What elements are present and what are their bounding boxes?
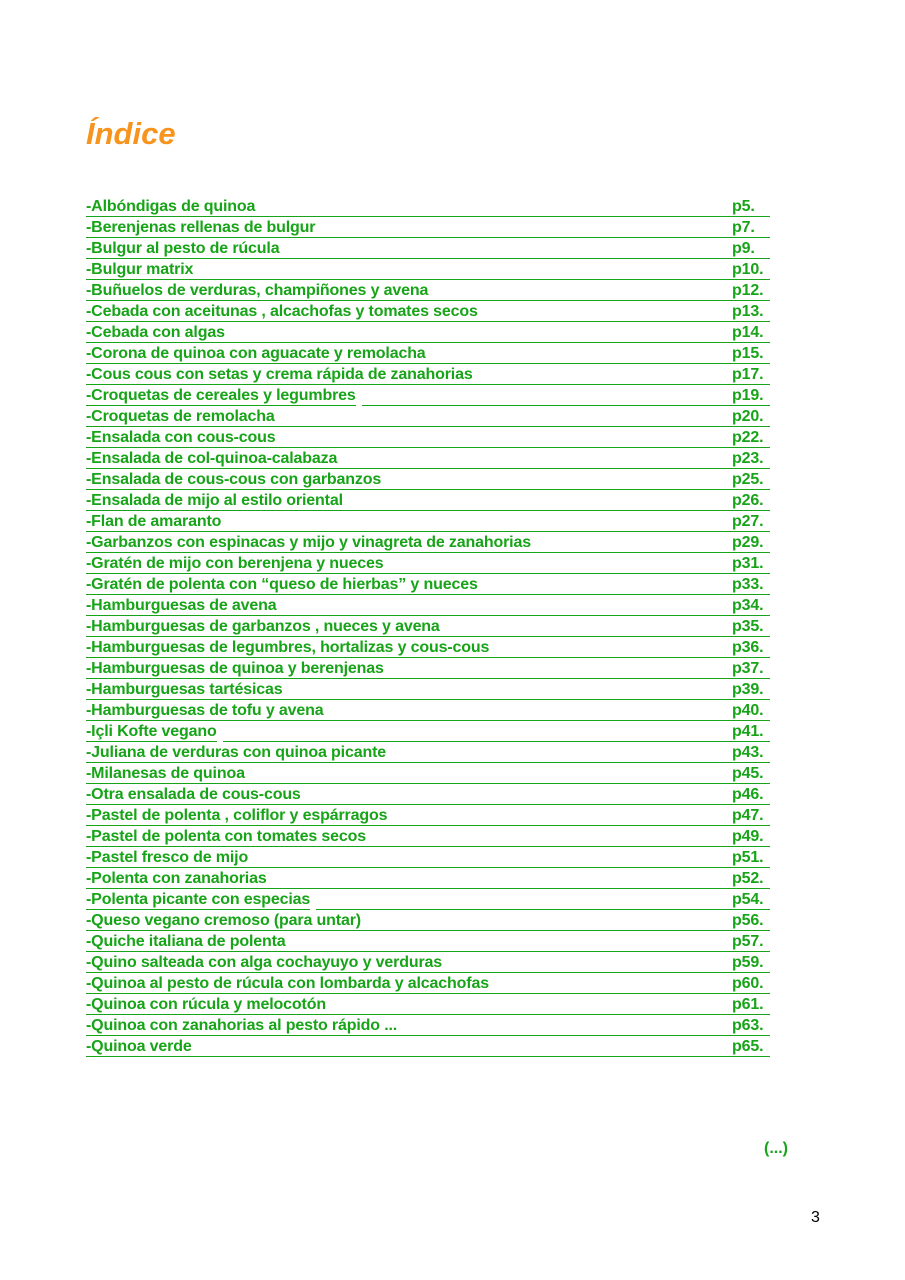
toc-leader-line [301, 804, 732, 805]
toc-entry-page[interactable]: p45. [732, 765, 770, 784]
toc-entry-title[interactable]: -Berenjenas rellenas de bulgur [86, 219, 316, 236]
toc-entry-page[interactable]: p19. [732, 387, 770, 406]
toc-leader-line [386, 762, 732, 763]
toc-entry[interactable] [86, 679, 770, 700]
toc-leader-line [279, 258, 732, 259]
toc-entry-title[interactable]: -Hamburguesas de avena [86, 597, 277, 614]
toc-entry-title[interactable]: -Içli Kofte vegano [86, 723, 217, 740]
toc-entry-page[interactable]: p39. [732, 681, 770, 700]
toc-entry-page[interactable]: p43. [732, 744, 770, 763]
toc-leader-line [489, 657, 732, 658]
toc-entry-title[interactable]: -Cous cous con setas y crema rápida de zanahorias [86, 366, 473, 383]
toc-entry-page[interactable]: p23. [732, 450, 770, 469]
toc-entry-title[interactable]: -Quinoa con zanahorias al pesto rápido ... [86, 1017, 398, 1034]
toc-entry-title[interactable]: -Otra ensalada de cous-cous [86, 786, 301, 803]
toc-entry-title[interactable]: -Bulgur al pesto de rúcula [86, 240, 280, 257]
toc-entry-title[interactable]: -Polenta picante con especias [86, 891, 311, 908]
toc-leader-line [221, 531, 732, 532]
toc-leader-line [428, 300, 732, 301]
toc-entry-page[interactable]: p14. [732, 324, 770, 343]
toc-leader-line [225, 342, 732, 343]
toc-entry-title[interactable]: -Gratén de mijo con berenjena y nueces [86, 555, 384, 572]
toc-leader-line [245, 783, 732, 784]
toc-leader-line [324, 720, 733, 721]
toc-entry-page[interactable]: p41. [732, 723, 770, 742]
toc-leader-line [489, 993, 732, 994]
toc-leader-line [277, 615, 732, 616]
toc-entry-page[interactable]: p63. [732, 1017, 770, 1036]
toc-entry[interactable] [86, 658, 770, 679]
toc-entry[interactable] [86, 448, 770, 469]
toc-entry[interactable] [86, 259, 770, 280]
toc-entry[interactable] [86, 364, 770, 385]
toc-entry[interactable] [86, 343, 770, 364]
toc-entry[interactable] [86, 805, 770, 826]
toc-entry-title[interactable]: -Albóndigas de quinoa [86, 198, 256, 215]
continuation-marker: (...) [764, 1140, 788, 1157]
toc-entry-title[interactable]: -Gratén de polenta con “queso de hierbas” y nueces [86, 576, 478, 593]
toc-entry-title[interactable]: -Ensalada con cous-cous [86, 429, 276, 446]
toc-leader-line [362, 405, 732, 406]
toc-entry[interactable] [86, 910, 770, 931]
toc-entry[interactable] [86, 616, 770, 637]
toc-entry-title[interactable]: -Quiche italiana de polenta [86, 933, 286, 950]
toc-entry-title[interactable]: -Polenta con zanahorias [86, 870, 267, 887]
toc-entry-page[interactable]: p5. [732, 198, 770, 217]
toc-entry-title[interactable]: -Pastel de polenta con tomates secos [86, 828, 367, 845]
toc-entry-title[interactable]: -Hamburguesas de legumbres, hortalizas y cous-cous [86, 639, 490, 656]
toc-entry[interactable] [86, 973, 770, 994]
toc-entry[interactable] [86, 595, 770, 616]
toc-leader-line [223, 741, 732, 742]
toc-entry[interactable] [86, 952, 770, 973]
toc-entry-title[interactable]: -Hamburguesas de quinoa y berenjenas [86, 660, 384, 677]
toc-entry[interactable] [86, 532, 770, 553]
toc-entry[interactable] [86, 469, 770, 490]
toc-leader-line [337, 468, 732, 469]
toc-entry[interactable] [86, 238, 770, 259]
toc-leader-line [384, 573, 732, 574]
toc-entry[interactable] [86, 406, 770, 427]
toc-entry[interactable] [86, 868, 770, 889]
toc-entry-title[interactable]: -Buñuelos de verduras, champiñones y avena [86, 282, 429, 299]
toc-entry[interactable] [86, 1036, 770, 1057]
toc-entry[interactable] [86, 217, 770, 238]
toc-leader-line [442, 972, 732, 973]
toc-entry-page[interactable]: p51. [732, 849, 770, 868]
toc-leader-line [192, 1056, 732, 1057]
toc-entry-page[interactable]: p47. [732, 807, 770, 826]
toc-entry-title[interactable]: -Flan de amaranto [86, 513, 222, 530]
toc-entry-page[interactable]: p22. [732, 429, 770, 448]
toc-entry-page[interactable]: p59. [732, 954, 770, 973]
toc-leader-line [478, 594, 732, 595]
table-of-contents [86, 196, 770, 1057]
toc-entry[interactable] [86, 847, 770, 868]
toc-entry-title[interactable]: -Bulgur matrix [86, 261, 194, 278]
toc-entry[interactable] [86, 196, 770, 217]
toc-entry-page[interactable]: p54. [732, 891, 770, 910]
page-number: 3 [811, 1209, 820, 1226]
toc-leader-line [343, 510, 732, 511]
toc-leader-line [255, 216, 732, 217]
toc-entry[interactable] [86, 637, 770, 658]
toc-entry-page[interactable]: p65. [732, 1038, 770, 1057]
toc-entry-title[interactable]: -Ensalada de cous-cous con garbanzos [86, 471, 382, 488]
toc-entry-title[interactable]: -Ensalada de col-quinoa-calabaza [86, 450, 338, 467]
toc-leader-line [531, 552, 732, 553]
toc-entry-page[interactable]: p15. [732, 345, 770, 364]
toc-entry-page[interactable]: p9. [732, 240, 770, 259]
toc-entry[interactable] [86, 700, 770, 721]
toc-entry-title[interactable]: -Croquetas de remolacha [86, 408, 275, 425]
toc-entry-title[interactable]: -Queso vegano cremoso (para untar) [86, 912, 361, 929]
toc-entry-title[interactable]: -Pastel fresco de mijo [86, 849, 249, 866]
toc-entry-page[interactable]: p7. [732, 219, 770, 238]
toc-entry-title[interactable]: -Ensalada de mijo al estilo oriental [86, 492, 343, 509]
toc-entry-title[interactable]: -Cebada con aceitunas , alcachofas y tomates secos [86, 303, 478, 320]
toc-leader-line [248, 867, 732, 868]
toc-leader-line [361, 930, 732, 931]
toc-leader-line [384, 678, 732, 679]
toc-entry-title[interactable]: -Quinoa con rúcula y melocotón [86, 996, 326, 1013]
toc-leader-line [315, 237, 732, 238]
toc-entry[interactable] [86, 826, 770, 847]
toc-entry[interactable] [86, 1015, 770, 1036]
toc-entry[interactable] [86, 322, 770, 343]
toc-entry-page[interactable]: p60. [732, 975, 770, 994]
toc-leader-line [276, 447, 733, 448]
toc-entry[interactable] [86, 763, 770, 784]
toc-entry-page[interactable]: p49. [732, 828, 770, 847]
toc-entry-title[interactable]: -Juliana de verduras con quinoa picante [86, 744, 387, 761]
toc-leader-line [478, 321, 732, 322]
toc-leader-line [387, 825, 732, 826]
toc-leader-line [426, 363, 732, 364]
toc-entry[interactable] [86, 574, 770, 595]
toc-entry[interactable] [86, 784, 770, 805]
toc-entry[interactable] [86, 553, 770, 574]
toc-entry-page[interactable]: p40. [732, 702, 770, 721]
toc-entry[interactable] [86, 280, 770, 301]
toc-entry-title[interactable]: -Quinoa al pesto de rúcula con lombarda y alcachofas [86, 975, 489, 992]
toc-entry-page[interactable]: p33. [732, 576, 770, 595]
toc-leader-line [326, 1014, 732, 1015]
toc-entry-page[interactable]: p12. [732, 282, 770, 301]
toc-entry-title[interactable]: -Croquetas de cereales y legumbres [86, 387, 356, 404]
toc-entry[interactable] [86, 721, 770, 742]
toc-entry-title[interactable]: -Hamburguesas de garbanzos , nueces y avena [86, 618, 440, 635]
toc-leader-line [473, 384, 732, 385]
toc-entry[interactable] [86, 490, 770, 511]
toc-entry-page[interactable]: p34. [732, 597, 770, 616]
toc-entry[interactable] [86, 385, 770, 406]
toc-entry-title[interactable]: -Cebada con algas [86, 324, 225, 341]
toc-entry[interactable] [86, 889, 770, 910]
toc-entry-page[interactable]: p52. [732, 870, 770, 889]
toc-entry-page[interactable]: p35. [732, 618, 770, 637]
toc-entry-page[interactable]: p57. [732, 933, 770, 952]
toc-leader-line [397, 1035, 732, 1036]
toc-leader-line [193, 279, 732, 280]
toc-entry-page[interactable]: p10. [732, 261, 770, 280]
toc-entry-page[interactable]: p56. [732, 912, 770, 931]
toc-entry-title[interactable]: -Corona de quinoa con aguacate y remolacha [86, 345, 426, 362]
toc-entry-page[interactable]: p25. [732, 471, 770, 490]
toc-entry-page[interactable]: p27. [732, 513, 770, 532]
toc-leader-line [381, 489, 732, 490]
toc-entry-page[interactable]: p46. [732, 786, 770, 805]
toc-entry[interactable] [86, 931, 770, 952]
toc-leader-line [316, 909, 732, 910]
toc-entry-title[interactable]: -Quinoa verde [86, 1038, 192, 1055]
toc-entry[interactable] [86, 301, 770, 322]
toc-entry-page[interactable]: p37. [732, 660, 770, 679]
toc-entry-title[interactable]: -Quino salteada con alga cochayuyo y verduras [86, 954, 443, 971]
toc-entry-title[interactable]: -Milanesas de quinoa [86, 765, 245, 782]
toc-entry-page[interactable]: p61. [732, 996, 770, 1015]
toc-leader-line [275, 426, 732, 427]
toc-entry-page[interactable]: p20. [732, 408, 770, 427]
toc-leader-line [267, 888, 732, 889]
toc-leader-line [286, 951, 732, 952]
toc-entry-title[interactable]: -Pastel de polenta , coliflor y espárragos [86, 807, 388, 824]
toc-entry-page[interactable]: p17. [732, 366, 770, 385]
toc-entry-page[interactable]: p26. [732, 492, 770, 511]
toc-entry-title[interactable]: -Hamburguesas de tofu y avena [86, 702, 324, 719]
toc-entry[interactable] [86, 994, 770, 1015]
toc-entry[interactable] [86, 742, 770, 763]
toc-entry-page[interactable]: p31. [732, 555, 770, 574]
toc-entry-title[interactable]: -Garbanzos con espinacas y mijo y vinagreta de zanahorias [86, 534, 531, 551]
toc-entry-page[interactable]: p36. [732, 639, 770, 658]
toc-entry-title[interactable]: -Hamburguesas tartésicas [86, 681, 283, 698]
toc-leader-line [366, 846, 732, 847]
toc-entry[interactable] [86, 511, 770, 532]
toc-entry-page[interactable]: p13. [732, 303, 770, 322]
toc-leader-line [283, 699, 733, 700]
toc-leader-line [440, 636, 732, 637]
toc-entry[interactable] [86, 427, 770, 448]
page-title: Índice [86, 116, 176, 151]
toc-entry-page[interactable]: p29. [732, 534, 770, 553]
